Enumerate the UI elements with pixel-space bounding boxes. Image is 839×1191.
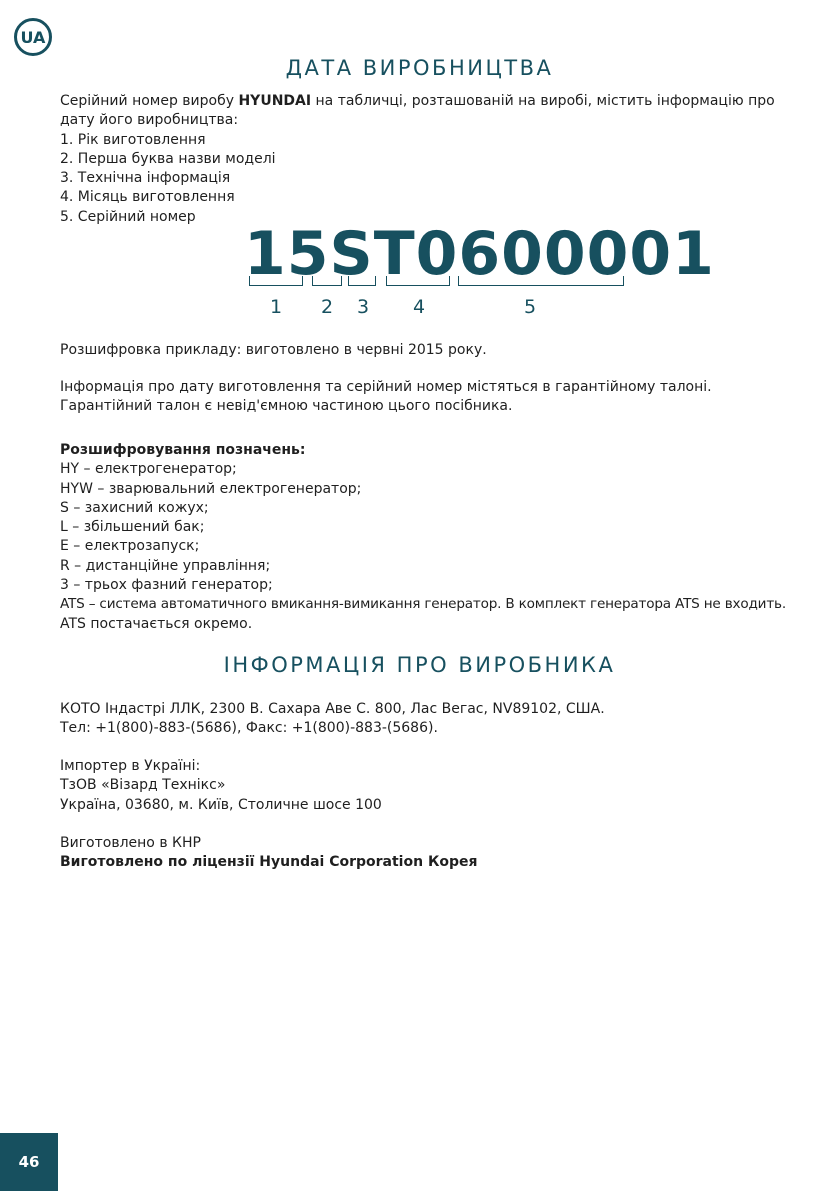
legend-item: L – збільшений бак; (60, 519, 205, 536)
bracket-serial (458, 276, 624, 286)
legend-title: Розшифровування позначень: (60, 442, 306, 458)
section-title-production-date: ДАТА ВИРОБНИЦТВА (285, 56, 554, 80)
list-item: 2. Перша буква назви моделі (60, 150, 276, 167)
intro-text-before: Серійний номер виробу (60, 93, 239, 109)
decode-example (60, 341, 800, 360)
bracket-label: 5 (523, 296, 537, 318)
language-badge (14, 18, 52, 56)
intro-text-after: на табличці, розташованій на виробі, містить інформацію про дату його виробництва: (60, 93, 775, 129)
manufacturer-info (60, 700, 800, 739)
legend-item: R – дистанційне управління; (60, 557, 271, 574)
list-item: 3. Технічна інформація (60, 170, 231, 187)
license-statement: Виготовлено по ліцензії Hyundai Corporation Корея (60, 854, 478, 871)
bracket-month (386, 276, 450, 286)
bracket-label: 1 (269, 296, 283, 318)
legend-item: HY – електрогенератор; (60, 461, 237, 478)
legend-item: HYW – зварювальний електрогенератор; (60, 480, 362, 497)
manufacturer-phone: Тел: +1(800)-883-(5686), Факс: +1(800)-883-(5686). (60, 720, 438, 737)
bracket-label: 2 (320, 296, 334, 318)
bracket-model-letter (312, 276, 342, 286)
legend-item: ATS – система автоматичного вмикання-вимикання генератор. В комплект генератора ATS не входить. (60, 596, 786, 613)
legend-item: 3 – трьох фазний генератор; (60, 577, 273, 594)
section-title-manufacturer: ІНФОРМАЦІЯ ПРО ВИРОБНИКА (223, 653, 616, 677)
warranty-info-text: Інформація про дату виготовлення та серійний номер містяться в гарантійному талоні. Гарантійний талон є невід'ємною частиною цього посібника. (60, 379, 712, 415)
legend-item: ATS постачається окремо. (60, 615, 253, 632)
origin-info (60, 834, 800, 873)
legend-item: E – електрозапуск; (60, 538, 200, 555)
list-item: 1. Рік виготовлення (60, 131, 206, 148)
bracket-technical-info (348, 276, 376, 286)
decode-example-text: Розшифровка прикладу: виготовлено в червні 2015 року. (60, 342, 487, 358)
importer-info (60, 757, 800, 815)
bracket-year (249, 276, 303, 286)
legend (60, 441, 820, 634)
serial-number-example: 15ST0600001 (244, 219, 715, 289)
made-in: Виготовлено в КНР (60, 835, 201, 851)
page-number: 46 (18, 1153, 40, 1171)
importer-label: Імпортер в Україні: (60, 758, 201, 774)
page-number-box (0, 1133, 58, 1191)
importer-address: Україна, 03680, м. Київ, Столичне шосе 100 (60, 796, 382, 813)
bracket-label: 3 (356, 296, 370, 318)
language-badge-label: UA (20, 27, 46, 47)
list-item: 5. Серійний номер (60, 208, 196, 225)
bracket-label: 4 (412, 296, 426, 318)
warranty-info (60, 378, 800, 417)
importer-name: ТзОВ «Візард Технікс» (60, 777, 226, 794)
manufacturer-address: КОТО Індастрі ЛЛК, 2300 В. Сахара Аве С. 800, Лас Вегас, NV89102, США. (60, 701, 605, 717)
intro-paragraph (60, 92, 800, 131)
intro-brand: HYUNDAI (238, 93, 312, 109)
legend-item: S – захисний кожух; (60, 499, 209, 516)
production-date-intro (60, 92, 800, 227)
list-item: 4. Місяць виготовлення (60, 189, 235, 206)
